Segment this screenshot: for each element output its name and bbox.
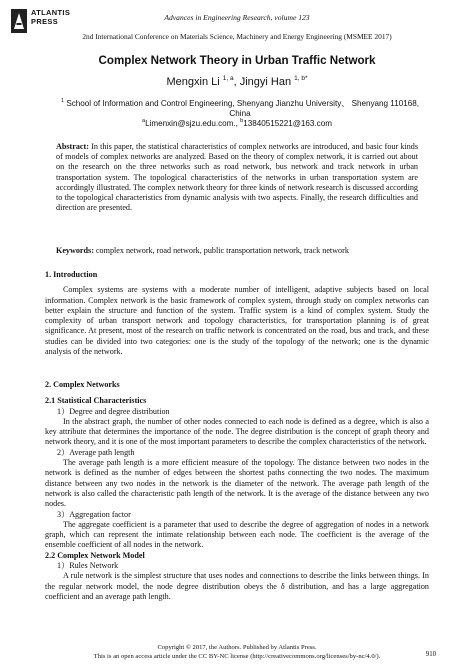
subsection-heading: 2.1 Statistical Characteristics [45, 396, 147, 406]
author-superscript: 1, a [222, 75, 234, 82]
author-list: Mengxin Li $^{1, a}$, Jingyi Han $^{1, b*}$ [166, 75, 308, 88]
keywords [56, 246, 418, 256]
subsection-heading: 2.2 Complex Network Model [45, 550, 145, 560]
logo-line-1: ATLANTIS [31, 8, 71, 17]
email-superscript: a [142, 118, 146, 124]
affiliation-line: School of Information and Control Engineering, Shenyang Jianzhu University、 Shenyang 110168, [66, 99, 419, 108]
abstract-label: Abstract: [56, 142, 89, 151]
paragraph: The aggregate coefficient is a parameter that used to describe the degree of aggregation of nodes in a network graph, which can represent the intimate relationship between each node. The coefficient is the average of the ensemble coefficient of all nodes in the network. [45, 519, 429, 550]
email-superscript: b [240, 118, 244, 124]
keywords-text: complex network, road network, public transportation network, track network [93, 246, 349, 255]
paragraph: Complex systems are systems with a moderate number of intelligent, adaptive subjects based on local information. Complex network is the basic framework of complex system, through study on complex networks can better explain the structure and function of the system. Traffic system is a kind of complex system. Study the complexity of urban transport network and topology characteristics, for transportation planning is of great significance. At present, most of the research on traffic network is concentrated on the road, bus and track, and these studies can be divided into two categories: one is the study of the topology of the network; one is the dynamic analysis of the network. [45, 285, 429, 357]
affiliation-country: China [229, 109, 251, 118]
affiliation-superscript: 1 [61, 98, 65, 104]
paper-title: Complex Network Theory in Urban Traffic Network [98, 54, 376, 67]
conference-name: 2nd International Conference on Materials Science, Machinery and Energy Engineering (MSMEE 2017) [82, 32, 392, 41]
paragraph: In the abstract graph, the number of other nodes connected to each node is defined as a degree, which is also a key attribute that determines the importance of the node. The degree distribution is the concept of graph theory and network theory, and it is one of the most important parameters to describe the complex characteristics of the network. [45, 416, 429, 447]
author-superscript: 1, b* [294, 75, 308, 82]
logo-line-2: PRESS [31, 17, 59, 26]
author-email: Limenxin@sjzu.edu.com. [145, 119, 236, 128]
page-footer [0, 643, 474, 661]
affiliation [40, 96, 440, 119]
abstract-text: In this paper, the statistical characteristics of complex networks are introduced, and basic four kinds of models of complex networks are analyzed. Based on the theory of complex network, it is carried out about on the research on the three networks such as road network, bus network and track network in urban transportation system. The topological characteristics of the networks in urban transportation system are accordingly illustrated. The complex network theory for three kinds of network research is discussed according to the topological characteristics from dynamic analysis with two aspects. Finally, the research difficulties and direction are presented. [56, 142, 418, 213]
page-number: 910 [425, 651, 436, 658]
list-item-heading: 3）Aggregation factor [57, 509, 131, 519]
section-introduction [45, 270, 429, 357]
author-name: Mengxin Li [166, 76, 220, 88]
copyright-line: Copyright © 2017, the Authors. Published by Atlantis Press. [157, 644, 317, 651]
abstract [56, 142, 418, 213]
list-item-heading: 2）Average path length [57, 447, 135, 457]
journal-name: Advances in Engineering Research, volume 123 [164, 13, 310, 22]
author-emails: $^a$Limenxin@sjzu.edu.com., $^b$13840515221@163.com [142, 118, 332, 128]
author-email: 13840515221@163.com [243, 119, 332, 128]
section-heading: 1. Introduction [45, 270, 98, 279]
section-heading: 2. Complex Networks [45, 380, 120, 389]
paragraph: The average path length is a more efficient measure of the topology. The distance between two nodes in the network is defined as the number of edges between the shortest paths connecting the two nodes. The maximum distance between any two nodes in the network is the diameter of the network. The average path length of the network is also called the characteristic path length of the network. It is the average of the distance between any two nodes. [45, 458, 429, 509]
list-item-heading: 1）Rules Network [57, 561, 119, 571]
list-item-heading: 1）Degree and degree distribution [57, 406, 170, 416]
paragraph: A rule network is the simplest structure that uses nodes and connections to describe the links between things. In the regular network model, the node degree distribution obeys the δ distribution, and has a large aggregation coefficient and an average path length. [45, 571, 429, 601]
author-name: Jingyi Han [239, 76, 292, 88]
license-line: This is an open access article under the CC BY-NC license (http://creativecommons.org/licenses/by-nc/4.0/). [93, 653, 381, 660]
keywords-label: Keywords: [56, 246, 94, 255]
section-complex-networks [45, 380, 429, 602]
